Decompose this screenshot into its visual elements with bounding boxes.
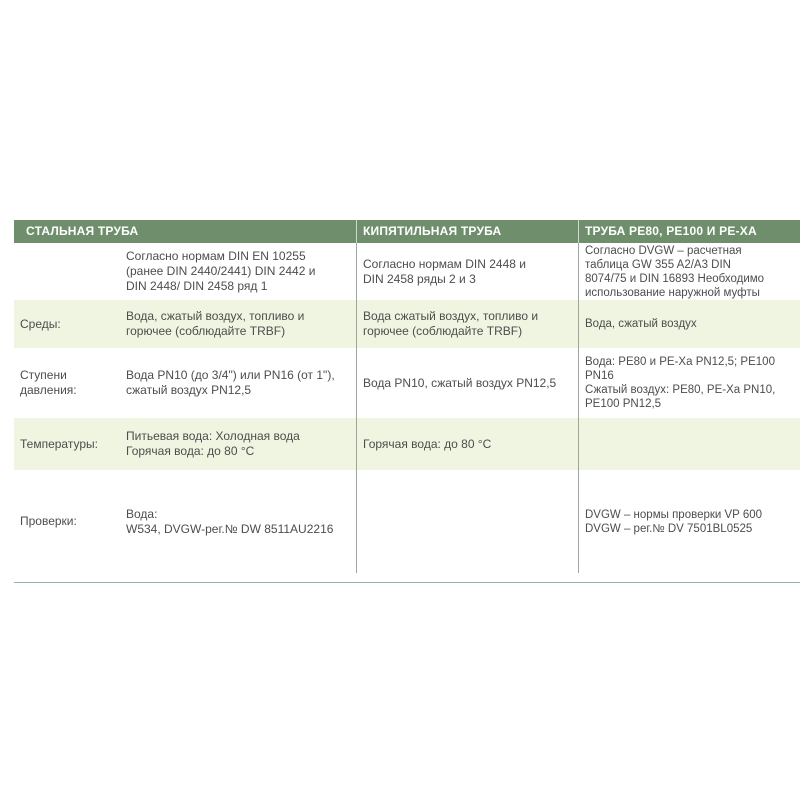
cell-steel <box>14 348 356 418</box>
cell-boiler <box>356 243 578 300</box>
cell-pe-text: DVGW – нормы проверки VP 600 DVGW – рег.№ DV 7501BL0525 <box>585 508 763 535</box>
cell-steel <box>14 470 356 573</box>
table-row-media <box>14 300 800 348</box>
table-row-pressure <box>14 348 800 418</box>
cell-steel-text: Вода PN10 (до 3/4") или PN16 (от 1"), сжатый воздух PN12,5 <box>126 368 335 397</box>
cell-boiler <box>356 418 578 470</box>
cell-steel-text: Питьевая вода: Холодная вода Горячая вода: до 80 °C <box>126 429 300 458</box>
cell-steel <box>14 418 356 470</box>
cell-boiler-text: Вода PN10, сжатый воздух PN12,5 <box>363 375 557 390</box>
cell-steel-text: Вода: W534, DVGW-рег.№ DW 8511AU2216 <box>126 506 334 536</box>
cell-pe <box>578 418 800 470</box>
cell-pe-text: Вода, сжатый воздух <box>585 318 697 330</box>
cell-pe <box>578 300 800 348</box>
row-label-text: Проверки: <box>20 514 77 528</box>
table-row-standards <box>14 243 800 300</box>
cell-boiler-text: Вода сжатый воздух, топливо и горючее (соблюдайте TRBF) <box>363 309 539 338</box>
header-steel-pipe: СТАЛЬНАЯ ТРУБА <box>26 224 139 238</box>
cell-boiler <box>356 348 578 418</box>
cell-boiler <box>356 470 578 573</box>
row-label-text: Ступени давления: <box>20 368 77 397</box>
cell-boiler-text: Согласно нормам DIN 2448 и DIN 2458 ряды 2 и 3 <box>363 256 526 286</box>
row-label-text: Среды: <box>20 316 61 331</box>
cell-pe <box>578 243 800 300</box>
cell-steel-text: Согласно нормам DIN EN 10255 (ранее DIN 2440/2441) DIN 2442 и DIN 2448/ DIN 2458 ряд 1 <box>126 249 316 293</box>
cell-boiler-text: Горячая вода: до 80 °C <box>363 436 492 451</box>
cell-steel <box>14 300 356 348</box>
cell-pe <box>578 470 800 573</box>
cell-pe-text: Вода: PE80 и PE-Xa PN12,5; PE100 PN16 Сжатый воздух: PE80, PE-Xa PN10, PE100 PN12,5 <box>585 356 776 410</box>
cell-pe <box>578 348 800 418</box>
table-row-temperature <box>14 418 800 470</box>
cell-steel-text: Вода, сжатый воздух, топливо и горючее (соблюдайте TRBF) <box>126 309 305 338</box>
cell-boiler <box>356 300 578 348</box>
header-boiler-pipe: КИПЯТИЛЬНАЯ ТРУБА <box>356 220 578 243</box>
table-row-tests <box>14 470 800 573</box>
row-label-text: Температуры: <box>20 436 98 451</box>
cell-steel <box>14 243 356 300</box>
pipe-comparison-table <box>14 220 800 573</box>
header-pe-pipe: ТРУБА PE80, PE100 И PE-XA <box>578 220 800 243</box>
table-header-row <box>14 220 800 243</box>
table-bottom-divider <box>14 582 800 583</box>
cell-pe-text: Согласно DVGW – расчетная таблица GW 355 A2/A3 DIN 8074/75 и DIN 16893 Необходимо использование наружной муфты <box>585 244 765 299</box>
